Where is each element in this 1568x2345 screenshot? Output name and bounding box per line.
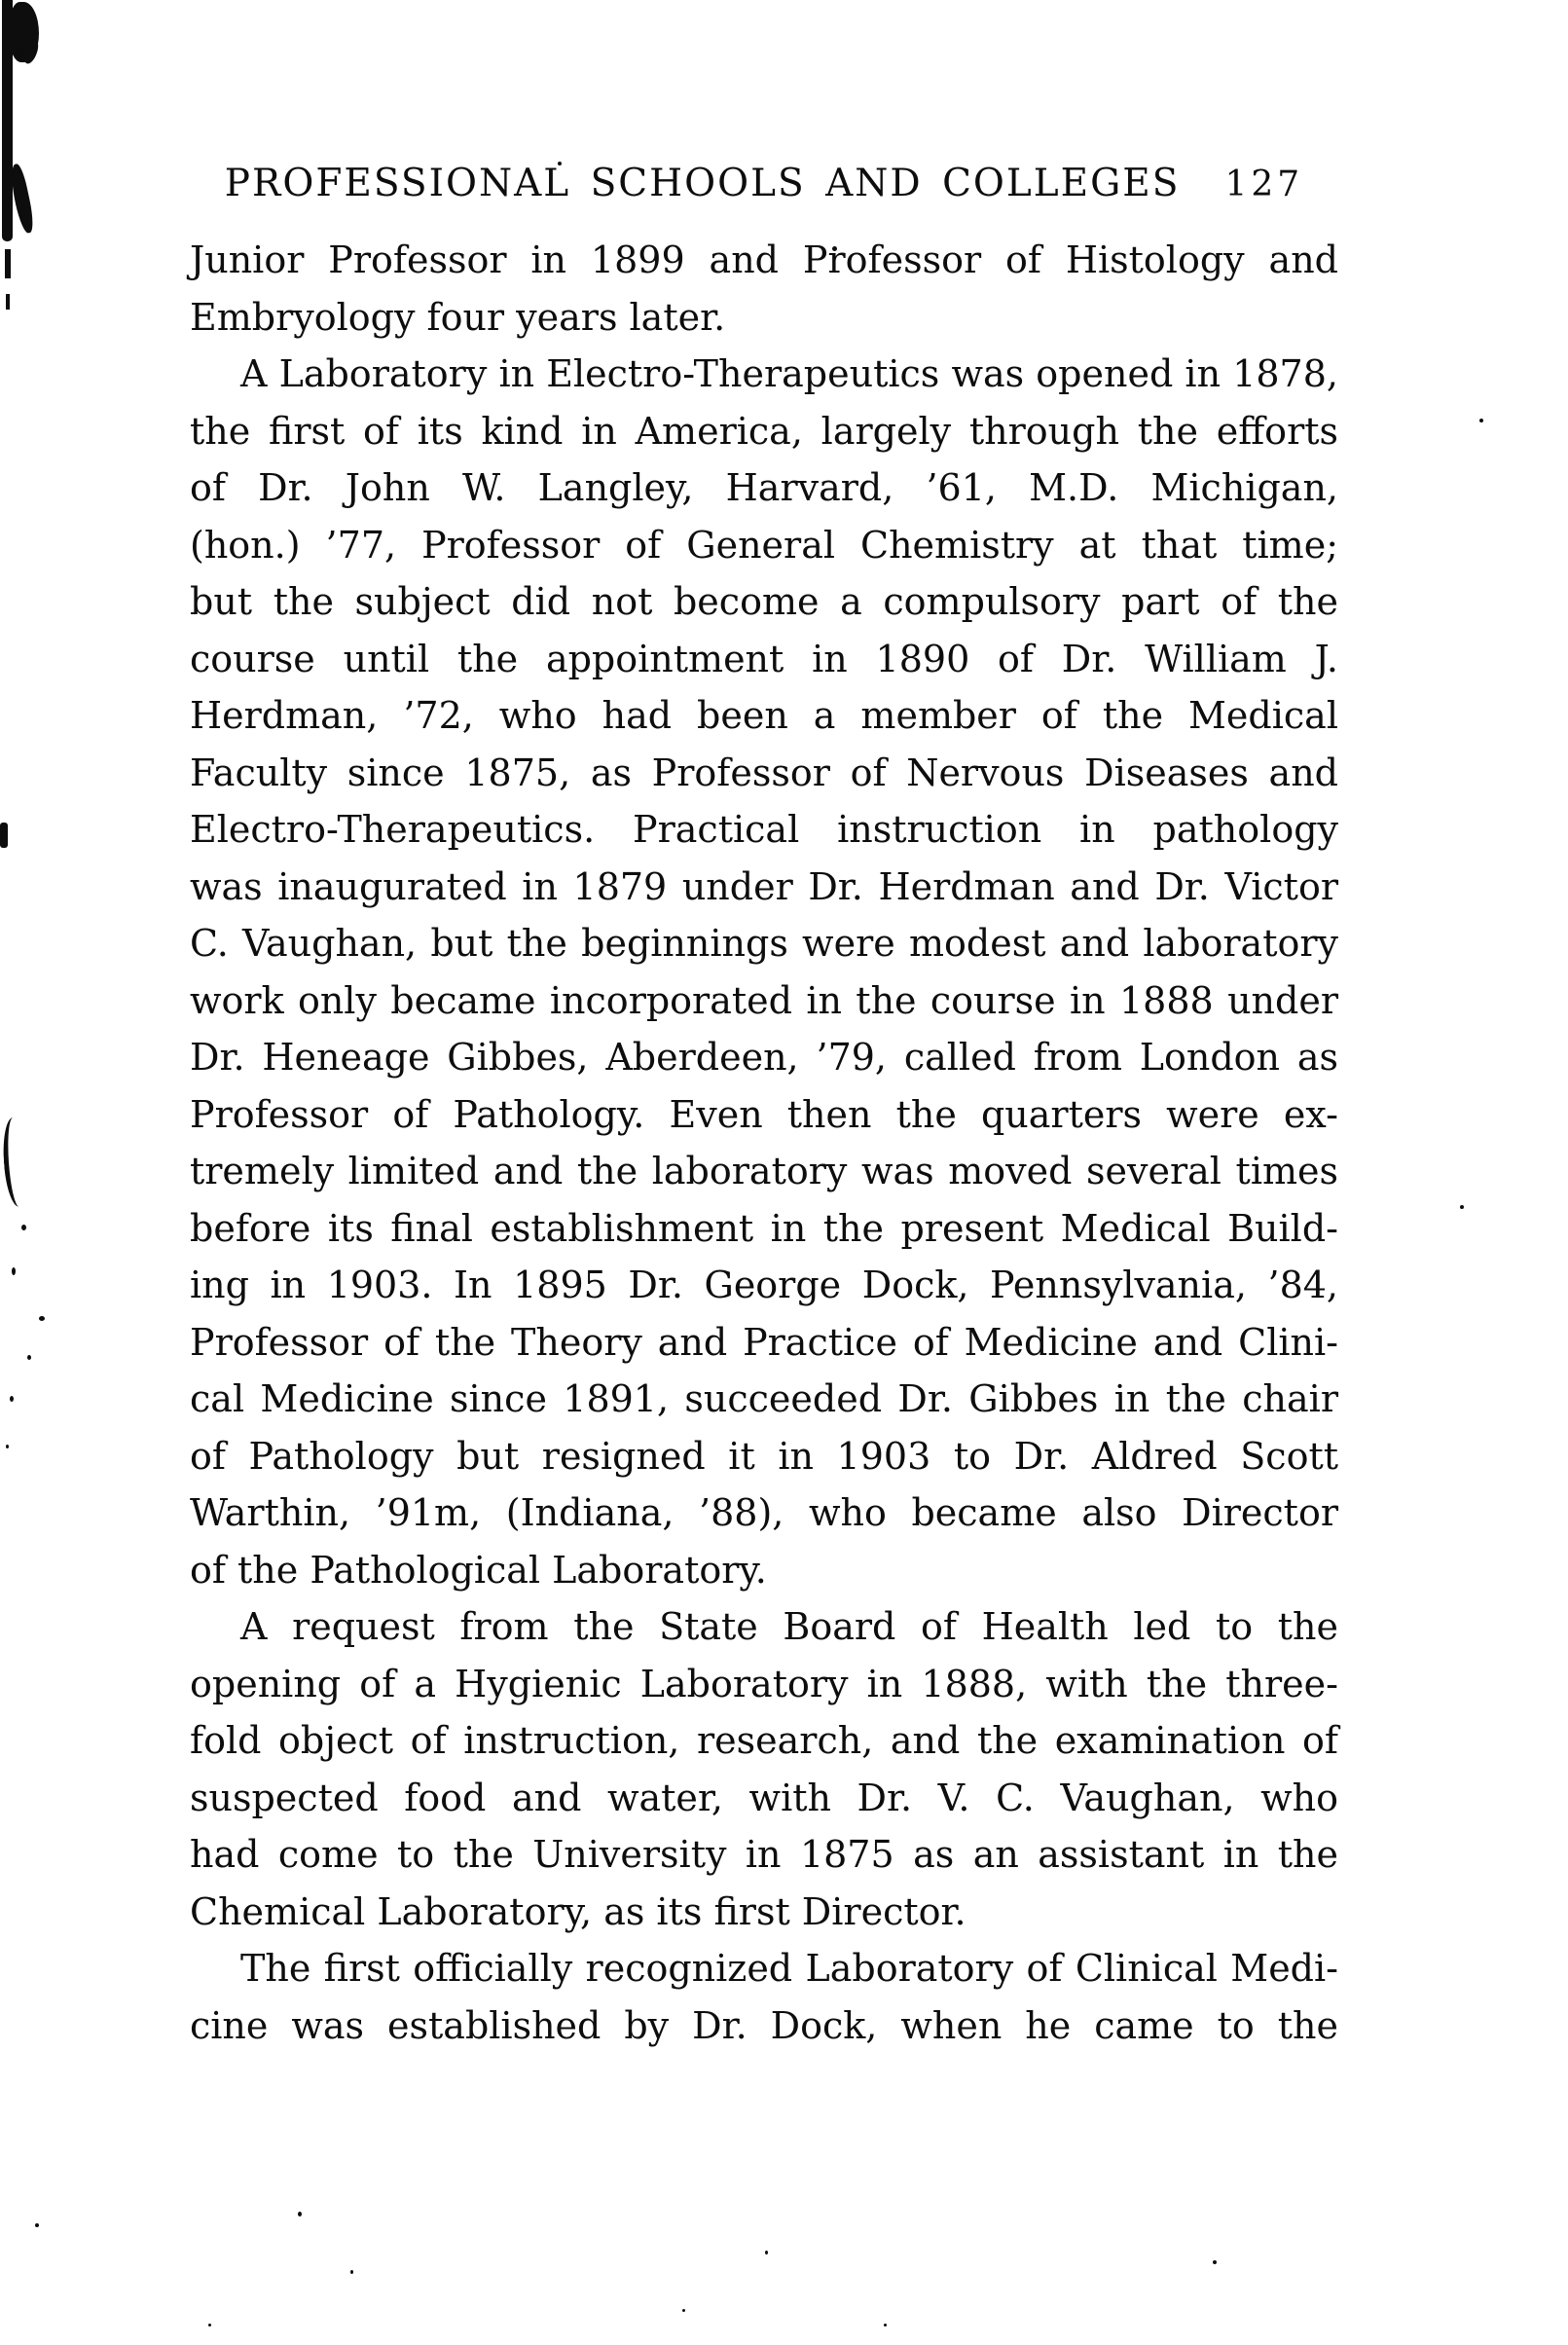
text-line: of Dr. John W. Langley, Harvard, ’61, M.D. Michigan, [190,466,1338,509]
text-line: Embryology four years later. [190,295,726,339]
text-line: Chemical Laboratory, as its first Director. [190,1889,966,1933]
text-line: Dr. Heneage Gibbes, Aberdeen, ’79, called from London as [190,1036,1338,1079]
text-line: Herdman, ’72, who had been a member of the Medical [190,694,1338,737]
text-line: fold object of instruction, research, and the examination of [190,1719,1338,1762]
text-line: opening of a Hygienic Laboratory in 1888, with the three- [190,1662,1338,1705]
scan-artifact-speck [39,1316,45,1321]
scan-artifact-speck [298,2212,302,2217]
scan-artifact-speck [208,2324,211,2327]
running-header-title: PROFESSIONAL SCHOOLS AND COLLEGES [224,162,1181,205]
scan-artifact-speck [884,2324,887,2327]
text-line: ing in 1903. In 1895 Dr. George Dock, Pennsylvania, ’84, [190,1264,1338,1306]
text-line: but the subject did not become a compulsory part of the [190,580,1338,623]
text-line: suspected food and water, with Dr. V. C. Vaughan, who [190,1776,1338,1819]
text-line: A Laboratory in Electro-Therapeutics was opened in 1878, [240,352,1338,395]
text-line: work only became incorporated in the course in 1888 under [190,978,1338,1022]
text-line: Warthin, ’91m, (Indiana, ’88), who became also Director [190,1491,1338,1534]
scan-artifact-dash [6,294,10,310]
scan-artifact-speck [1460,1205,1464,1209]
scan-artifact-speck [682,2309,685,2312]
scan-artifact-speck [350,2270,353,2274]
scan-artifact-speck [1213,2260,1217,2264]
text-line: cine was established by Dr. Dock, when he came to the [190,2003,1338,2047]
scan-artifact-speck [35,2223,39,2227]
text-line: Professor of Pathology. Even then the quarters were ex- [190,1092,1338,1136]
running-header [190,162,1338,205]
page-number: 127 [1224,165,1304,204]
text-line: Junior Professor in 1899 and Professor of Histology and [190,238,1338,281]
text-line: tremely limited and the laboratory was moved several times [190,1150,1338,1192]
text-line: A request from the State Board of Health led to the [240,1605,1338,1648]
text-line: cal Medicine since 1891, succeeded Dr. Gibbes in the chair [190,1377,1338,1420]
scan-artifact-speck [765,2251,768,2254]
text-line: Professor of the Theory and Practice of Medicine and Clini- [190,1320,1338,1364]
page-body [190,232,1338,2054]
scan-artifact-speck [27,1355,31,1360]
scan-artifact-dash [5,249,11,278]
scan-artifact-speck [21,1225,26,1230]
text-line: (hon.) ’77, Professor of General Chemistry at that time; [190,523,1338,567]
scan-artifact-speck [17,49,22,58]
scan-artifact-speck [1479,419,1483,422]
scan-artifact-speck [10,1396,14,1402]
text-line: C. Vaughan, but the beginnings were modest and laboratory [190,922,1338,965]
text-line: Faculty since 1875, as Professor of Nervous Diseases and [190,751,1338,794]
scan-artifact-speck [6,1445,9,1448]
scan-artifact-speck [12,1267,16,1275]
text-line: The first officially recognized Laboratory of Clinical Medi- [240,1947,1338,1990]
text-line: was inaugurated in 1879 under Dr. Herdman and Dr. Victor [190,864,1338,908]
text-line: the first of its kind in America, largely through the efforts [190,409,1338,453]
text-line: of the Pathological Laboratory. [190,1548,767,1592]
text-line: of Pathology but resigned it in 1903 to Dr. Aldred Scott [190,1434,1338,1478]
text-line: Electro-Therapeutics. Practical instruction in pathology [190,808,1338,851]
text-line: course until the appointment in 1890 of Dr. William J. [190,637,1338,680]
scan-artifact-paren-mark [1,1117,27,1207]
text-line: before its final establishment in the present Medical Build- [190,1206,1338,1250]
scan-artifact-tick [0,823,8,848]
text-line: had come to the University in 1875 as an assistant in the [190,1833,1338,1876]
